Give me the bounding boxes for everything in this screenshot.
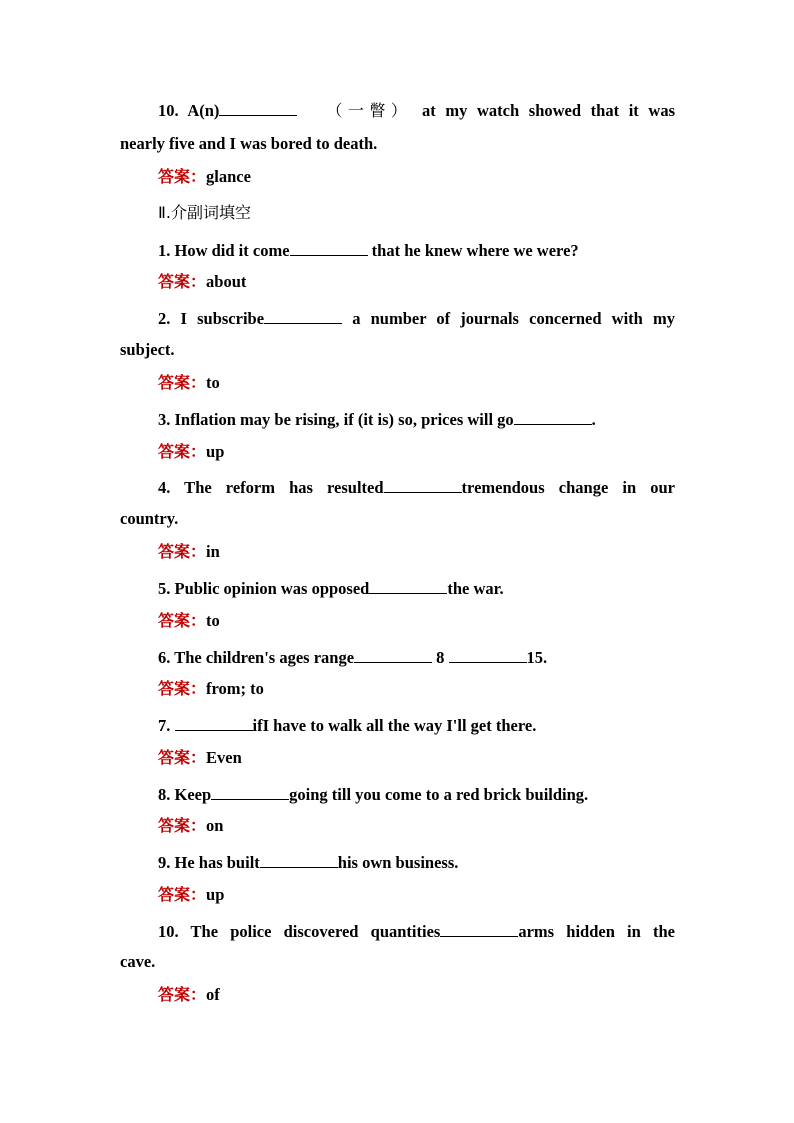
- answer-blank[interactable]: [219, 99, 297, 116]
- answer-text: up: [206, 885, 225, 904]
- answer-row: [158, 442, 675, 462]
- answer-blank[interactable]: [384, 476, 462, 493]
- answer-row: [158, 272, 675, 292]
- answer-label: 答案：: [158, 442, 207, 461]
- answer-text: Even: [206, 748, 242, 767]
- answer-blank[interactable]: [440, 920, 518, 937]
- answer-row: [158, 611, 675, 631]
- question-6: 6. The children's ages range 8 15.: [158, 648, 548, 667]
- answer-label: 答案：: [158, 816, 207, 835]
- answer-label: 答案：: [158, 167, 207, 186]
- answer-row: [158, 167, 675, 187]
- answer-row: [158, 542, 675, 562]
- answer-blank[interactable]: [260, 851, 338, 868]
- answer-text: to: [206, 373, 220, 392]
- answer-label: 答案：: [158, 373, 207, 392]
- answer-text: in: [206, 542, 220, 561]
- question-10a-line2: nearly five and I was bored to death.: [120, 134, 378, 153]
- question-9: 9. He has built his own business.: [158, 853, 459, 872]
- question-4-cont: country.: [120, 509, 179, 528]
- answer-text: on: [206, 816, 224, 835]
- answer-blank[interactable]: [175, 714, 253, 731]
- answer-blank[interactable]: [290, 239, 368, 256]
- answer-blank[interactable]: [449, 646, 527, 663]
- question-8: 8. Keep going till you come to a red brick building.: [158, 785, 589, 804]
- question-1: 1. How did it come that he knew where we were?: [158, 241, 579, 260]
- answer-blank[interactable]: [369, 577, 447, 594]
- answer-row: [158, 748, 675, 768]
- answer-label: 答案：: [158, 679, 207, 698]
- answer-label: 答案：: [158, 272, 207, 291]
- answer-blank[interactable]: [354, 646, 432, 663]
- answer-row: [158, 373, 675, 393]
- answer-blank[interactable]: [264, 307, 342, 324]
- answer-row: [158, 885, 675, 905]
- question-7: 7. ifI have to walk all the way I'll get there.: [158, 716, 537, 735]
- answer-text: glance: [206, 167, 251, 186]
- answer-text: to: [206, 611, 220, 630]
- question-5: 5. Public opinion was opposed the war.: [158, 579, 504, 598]
- answer-label: 答案：: [158, 542, 207, 561]
- question-10: 10. The police discovered quantities arms hidden in the: [158, 922, 675, 941]
- question-2: 2. I subscribe a number of journals concerned with my: [158, 309, 675, 328]
- answer-row: [158, 679, 675, 699]
- answer-label: 答案：: [158, 748, 207, 767]
- answer-label: 答案：: [158, 611, 207, 630]
- answer-row: [158, 985, 675, 1005]
- section-title: Ⅱ.介副词填空: [158, 203, 251, 222]
- answer-text: about: [206, 272, 247, 291]
- answer-blank[interactable]: [514, 408, 592, 425]
- answer-text: of: [206, 985, 220, 1004]
- answer-blank[interactable]: [211, 783, 289, 800]
- answer-text: from; to: [206, 679, 264, 698]
- answer-row: [158, 816, 675, 836]
- question-3: 3. Inflation may be rising, if (it is) so, prices will go .: [158, 410, 596, 429]
- answer-text: up: [206, 442, 225, 461]
- answer-label: 答案：: [158, 885, 207, 904]
- question-2-cont: subject.: [120, 340, 175, 359]
- question-10-cont: cave.: [120, 952, 156, 971]
- question-4: 4. The reform has resulted tremendous change in our: [158, 478, 675, 497]
- answer-label: 答案：: [158, 985, 207, 1004]
- question-10a-line1: 10. A(n) （一瞥） at my watch showed that it was: [158, 101, 676, 120]
